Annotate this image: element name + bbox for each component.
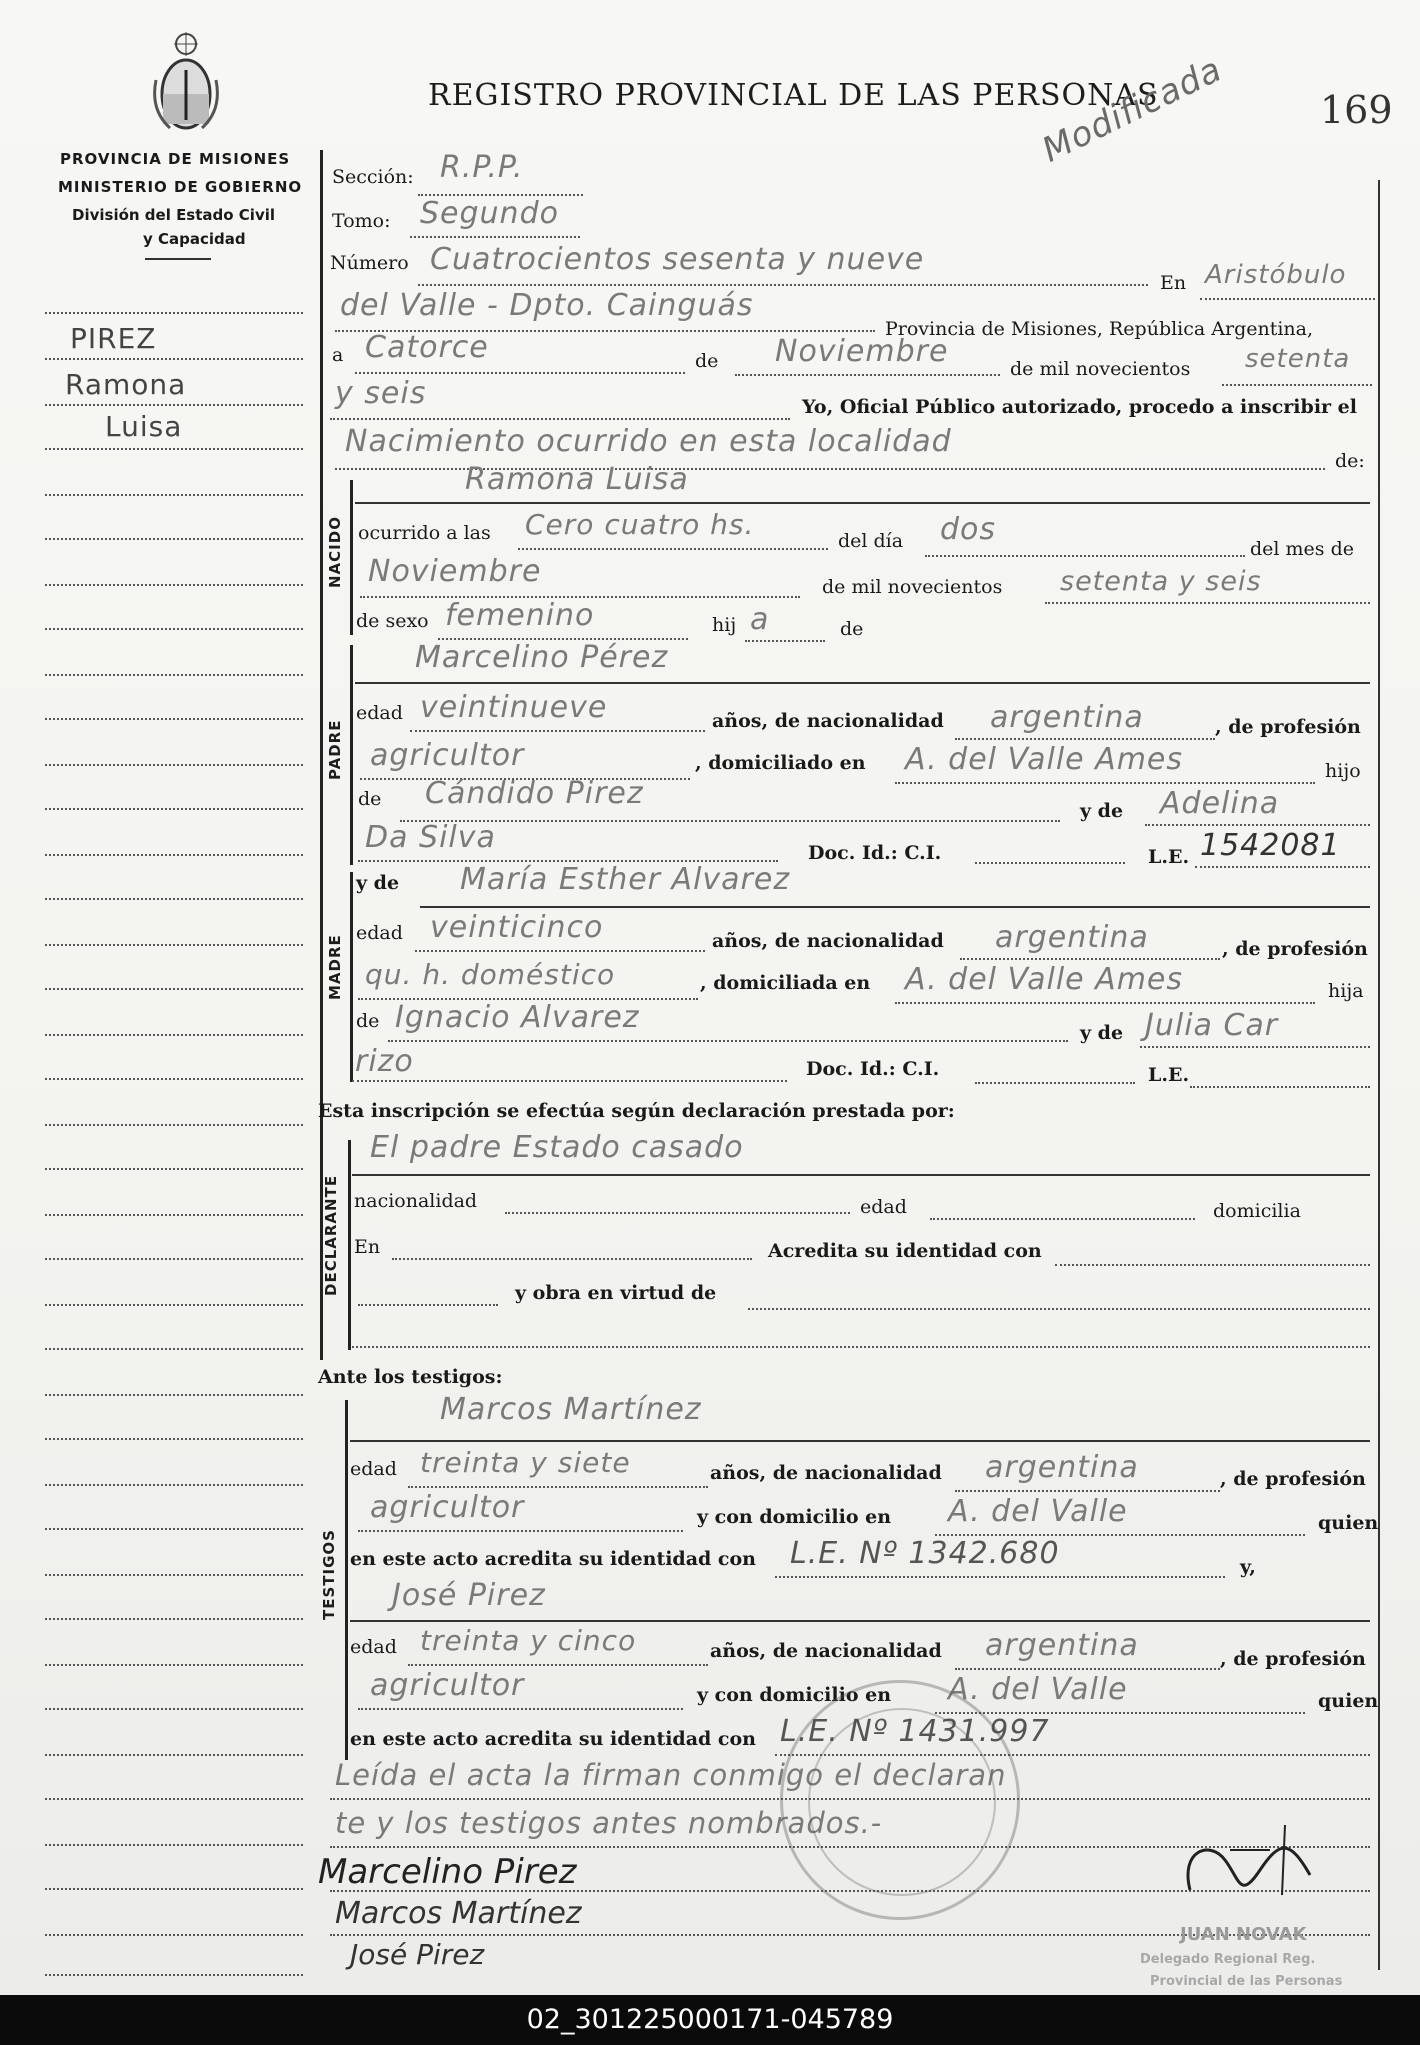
value-madre-madre: Julia Car (1145, 1008, 1279, 1043)
label-anos-nac-t2: años, de nacionalidad (710, 1640, 942, 1662)
value-t1-edad: treinta y siete (420, 1446, 631, 1479)
label-y-t1: y, (1240, 1556, 1256, 1578)
value-nombre: Ramona Luisa (465, 462, 689, 497)
stamp-role-1: Delegado Regional Reg. (1140, 1952, 1316, 1967)
section-padre: PADRE (326, 719, 344, 780)
value-padre-prof: agricultor (370, 738, 525, 773)
label-seccion: Sección: (332, 166, 414, 188)
label-domiciliado: , domiciliado en (695, 752, 866, 774)
stamp-role-2: Provincial de las Personas (1150, 1974, 1343, 1989)
label-nacionalidad-decl: nacionalidad (354, 1190, 478, 1212)
margin-note: Modificada (1036, 49, 1229, 171)
closing-line-1: Leída el acta la firman conmigo el declaran (335, 1758, 1007, 1792)
label-mil-novecientos-nac: de mil novecientos (822, 576, 1003, 598)
value-padre-le: 1542081 (1200, 828, 1341, 863)
value-mes: Noviembre (775, 334, 949, 369)
label-doc-madre: Doc. Id.: C.I. (806, 1058, 940, 1080)
label-edad-t1: edad (350, 1458, 397, 1480)
value-t2-nac: argentina (985, 1628, 1139, 1663)
margin-surname: PIREZ (70, 322, 157, 355)
value-madre-prof: qu. h. doméstico (365, 958, 616, 991)
value-madre-dom: A. del Valle Ames (905, 962, 1184, 997)
value-t1-dom: A. del Valle (948, 1494, 1128, 1529)
label-profesion-madre: , de profesión (1222, 938, 1368, 960)
value-numero: Cuatrocientos sesenta y nueve (430, 242, 925, 277)
label-con-domicilio-t2: y con domicilio en (697, 1684, 892, 1706)
value-t2-prof: agricultor (370, 1668, 525, 1703)
label-en: En (1160, 272, 1187, 294)
value-padre-madre-cont: Da Silva (365, 820, 496, 855)
footer-code: 02_301225000171-045789 (0, 1995, 1420, 2045)
label-provincia: Provincia de Misiones, República Argentina, (885, 318, 1314, 340)
org-line-3: División del Estado Civil (72, 206, 276, 224)
signature-testigo1: Marcos Martínez (335, 1896, 582, 1931)
org-underline (145, 258, 211, 260)
label-inscripcion: Esta inscripción se efectúa según declaración prestada por: (318, 1100, 955, 1122)
folio-number: 169 (1320, 88, 1393, 132)
label-obra: y obra en virtud de (515, 1282, 717, 1304)
label-domiciliada: , domiciliada en (700, 972, 871, 994)
value-testigo1: Marcos Martínez (440, 1392, 702, 1427)
label-de-padres: de (840, 618, 864, 640)
value-padre-nombre: Marcelino Pérez (415, 640, 669, 675)
label-numero: Número (330, 252, 409, 274)
value-t2-edad: treinta y cinco (420, 1624, 637, 1657)
label-en-decl: En (354, 1236, 381, 1258)
label-acredita-t1: en este acto acredita su identidad con (350, 1548, 756, 1570)
value-hora: Cero cuatro hs. (525, 508, 755, 541)
label-y-de-padre: y de (1080, 800, 1124, 822)
label-del-mes: del mes de (1250, 538, 1354, 560)
value-padre-edad: veintinueve (420, 690, 608, 725)
label-anos-nac-t1: años, de nacionalidad (710, 1462, 942, 1484)
label-profesion-padre: , de profesión (1215, 716, 1361, 738)
value-acto: Nacimiento ocurrido en esta localidad (345, 424, 952, 459)
value-madre-nombre: María Esther Alvarez (460, 862, 791, 897)
label-domicilia: domicilia (1213, 1200, 1301, 1222)
label-edad-madre: edad (356, 922, 403, 944)
value-anio-nac: setenta y seis (1060, 566, 1262, 597)
label-le-padre: L.E. (1148, 846, 1190, 868)
label-quien-t1: quien (1318, 1512, 1379, 1534)
label-yo-oficial: Yo, Oficial Público autorizado, procedo a inscribir el (802, 396, 1357, 418)
value-seccion: R.P.P. (440, 150, 524, 185)
margin-second-name: Luisa (105, 410, 183, 443)
value-t1-prof: agricultor (370, 1490, 525, 1525)
value-declarante: El padre Estado casado (370, 1130, 744, 1165)
value-anio-cont: y seis (335, 376, 427, 411)
value-padre-nac: argentina (990, 700, 1144, 735)
label-ante-testigos: Ante los testigos: (318, 1366, 503, 1388)
label-y-de-madre-madre: y de (1080, 1022, 1124, 1044)
margin-first-name: Ramona (65, 368, 187, 401)
org-line-1: PROVINCIA DE MISIONES (60, 150, 291, 168)
coat-of-arms-icon (150, 30, 222, 138)
label-hija: hija (1328, 980, 1364, 1002)
value-testigo2: José Pirez (392, 1578, 546, 1613)
value-madre-padre: Ignacio Alvarez (395, 1000, 640, 1035)
value-anio: setenta (1245, 344, 1351, 374)
value-madre-madre-cont: rizo (355, 1044, 414, 1079)
value-mes-nac: Noviembre (368, 554, 542, 589)
label-ocurrido: ocurrido a las (358, 522, 491, 544)
org-line-4: y Capacidad (143, 230, 246, 248)
label-con-domicilio-t1: y con domicilio en (697, 1506, 892, 1528)
section-declarante: DECLARANTE (322, 1174, 340, 1296)
label-y-de-madre: y de (356, 872, 400, 894)
label-de: de (695, 350, 719, 372)
label-le-madre: L.E. (1148, 1064, 1190, 1086)
value-hij-suffix: a (750, 602, 770, 637)
value-t2-dom: A. del Valle (948, 1672, 1128, 1707)
label-tomo: Tomo: (332, 210, 391, 232)
value-en-lugar: Aristóbulo (1205, 260, 1347, 290)
value-madre-edad: veinticinco (430, 910, 604, 945)
page-title: REGISTRO PROVINCIAL DE LAS PERSONAS (428, 78, 1159, 113)
value-madre-nac: argentina (995, 920, 1149, 955)
value-padre-dom: A. del Valle Ames (905, 742, 1184, 777)
label-de-colon: de: (1335, 450, 1365, 472)
value-lugar-cont: del Valle - Dpto. Cainguás (340, 288, 754, 323)
value-tomo: Segundo (420, 196, 559, 231)
official-signature-icon (1170, 1820, 1320, 1910)
value-sexo: femenino (445, 598, 595, 633)
signature-testigo2: José Pirez (350, 1938, 485, 1971)
label-de-madre-padre: de (356, 1010, 380, 1032)
label-profesion-t1: , de profesión (1220, 1468, 1366, 1490)
label-edad-decl: edad (860, 1196, 907, 1218)
stamp-name: JUAN NOVAK (1180, 1924, 1307, 1945)
value-padre-padre: Cándido Pirez (425, 776, 644, 811)
value-dia: Catorce (365, 330, 489, 365)
section-testigos: TESTIGOS (320, 1529, 338, 1620)
label-profesion-t2: , de profesión (1220, 1648, 1366, 1670)
label-hij: hij (712, 614, 737, 636)
label-acredita-t2: en este acto acredita su identidad con (350, 1728, 756, 1750)
label-quien-t2: quien (1318, 1690, 1379, 1712)
signature-declarante: Marcelino Pirez (318, 1852, 577, 1892)
value-t2-doc: L.E. Nº 1431.997 (780, 1714, 1050, 1749)
value-padre-madre: Adelina (1160, 786, 1280, 821)
label-del-dia: del día (838, 530, 904, 552)
label-acredita: Acredita su identidad con (768, 1240, 1042, 1262)
label-edad-t2: edad (350, 1636, 397, 1658)
label-anos-nac-madre: años, de nacionalidad (712, 930, 944, 952)
value-t1-nac: argentina (985, 1450, 1139, 1485)
label-mil-novecientos: de mil novecientos (1010, 358, 1191, 380)
value-dia-nac: dos (940, 512, 997, 547)
org-line-2: MINISTERIO DE GOBIERNO (58, 178, 303, 196)
section-madre: MADRE (326, 934, 344, 1000)
label-hijo: hijo (1325, 760, 1361, 782)
label-sexo: de sexo (356, 610, 429, 632)
section-nacido: NACIDO (326, 516, 344, 588)
label-a: a (332, 344, 344, 366)
label-anos-nac-padre: años, de nacionalidad (712, 710, 944, 732)
label-de-padre-padre: de (358, 788, 382, 810)
label-doc-padre: Doc. Id.: C.I. (808, 842, 942, 864)
label-edad-padre: edad (356, 702, 403, 724)
closing-line-2: te y los testigos antes nombrados.- (335, 1806, 883, 1840)
value-t1-doc: L.E. Nº 1342.680 (790, 1536, 1060, 1571)
official-seal (780, 1680, 1020, 1920)
